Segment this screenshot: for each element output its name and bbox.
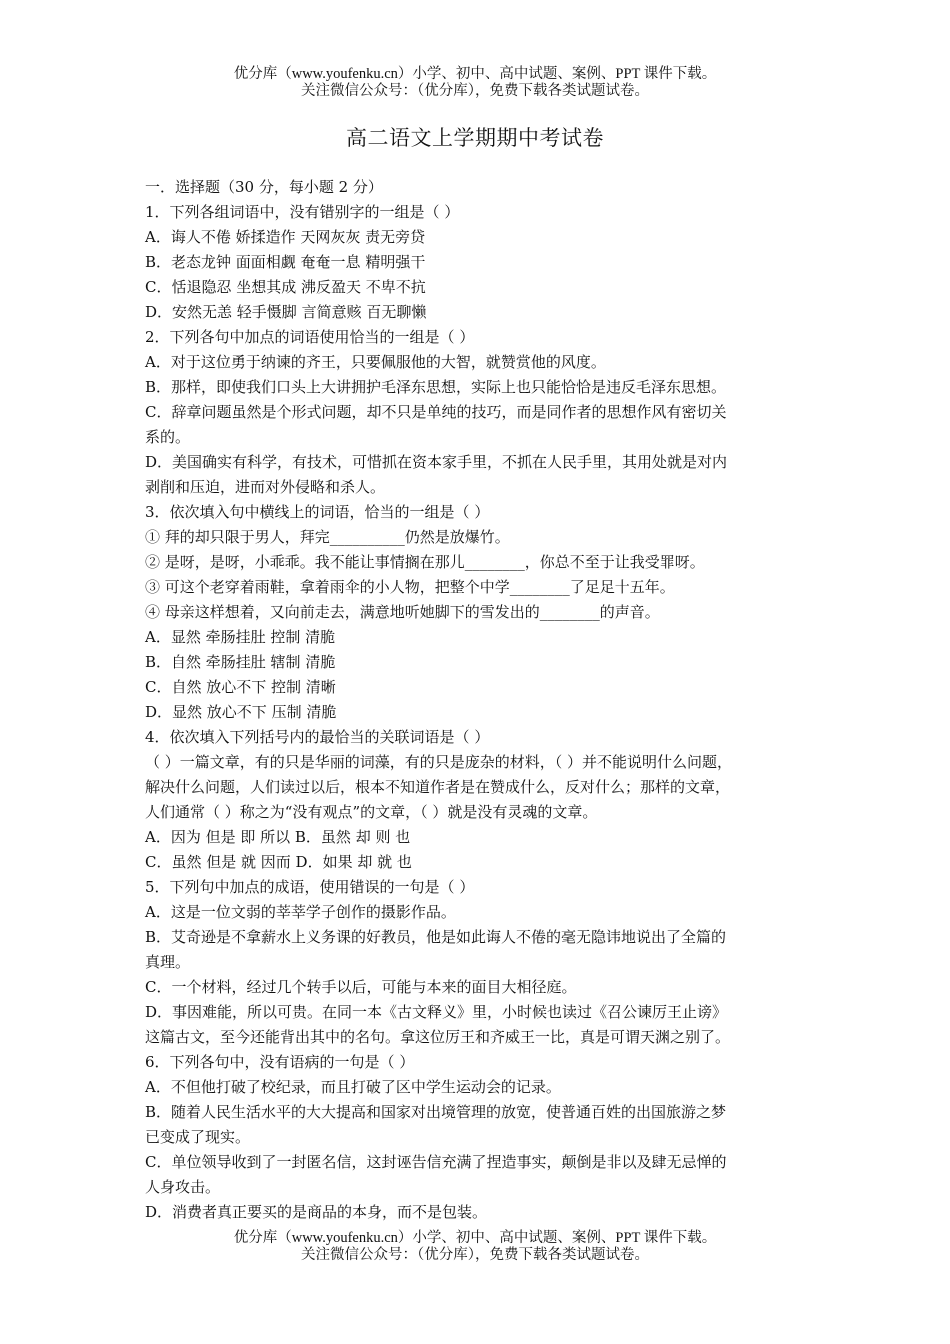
question-4-passage-1: （ ）一篇文章，有的只是华丽的词藻，有的只是庞杂的材料，（ ）并不能说明什么问题，: [145, 753, 733, 771]
footer-line-2: 关注微信公众号：（优分库），免费下载各类试题试卷。: [301, 1247, 649, 1263]
question-2-option-b: B．那样，即使我们口头上大讲拥护毛泽东思想，实际上也只能恰恰是违反毛泽东思想。: [145, 378, 727, 396]
question-2-option-a: A．对于这位勇于纳谏的齐王，只要佩服他的大智，就赞赏他的风度。: [145, 353, 606, 371]
question-5-option-b-cont: 真理。: [145, 953, 191, 971]
question-3-option-a: A．显然 牵肠挂肚 控制 清脆: [145, 628, 336, 646]
question-6-option-b: B．随着人民生活水平的大大提高和国家对出境管理的放宽，使普通百姓的出国旅游之梦: [145, 1103, 727, 1121]
question-2-option-c-cont: 系的。: [145, 428, 191, 446]
header-line-1: 优分库（www.youfenku.cn）小学、初中、高中试题、案例、PPT 课件下载。: [233, 66, 717, 82]
question-6-stem: 6．下列各句中，没有语病的一句是（ ）: [145, 1053, 415, 1071]
question-4-options-cd: C．虽然 但是 就 因而 D．如果 却 就 也: [145, 853, 412, 871]
question-5-option-c: C．一个材料，经过几个转手以后，可能与本来的面目大相径庭。: [145, 978, 577, 996]
question-4-options-ab: A．因为 但是 即 所以 B．虽然 却 则 也: [145, 828, 411, 846]
question-3-option-d: D．显然 放心不下 压制 清脆: [145, 703, 337, 721]
question-2-option-d-cont: 剥削和压迫，进而对外侵略和杀人。: [145, 478, 386, 496]
question-3-option-c: C．自然 放心不下 控制 清晰: [145, 678, 336, 696]
question-4-stem: 4．依次填入下列括号内的最恰当的关联词语是（ ）: [145, 728, 490, 746]
question-3-option-b: B．自然 牵肠挂肚 辖制 清脆: [145, 653, 336, 671]
question-6-option-a: A．不但他打破了校纪录，而且打破了区中学生运动会的记录。: [145, 1078, 561, 1096]
page-footer: [0, 1230, 950, 1264]
question-6-option-c-cont: 人身攻击。: [145, 1178, 221, 1196]
question-5-stem: 5．下列句中加点的成语，使用错误的一句是（ ）: [145, 878, 475, 896]
question-1-option-b: B．老态龙钟 面面相觑 奄奄一息 精明强干: [145, 253, 426, 271]
question-4-passage-3: 人们通常（ ）称之为“没有观点”的文章，（ ）就是没有灵魂的文章。: [145, 803, 598, 821]
header-line-2: 关注微信公众号：（优分库），免费下载各类试题试卷。: [301, 83, 649, 99]
question-3-stem: 3．依次填入句中横线上的词语，恰当的一组是（ ）: [145, 503, 490, 521]
question-1-option-c: C．恬退隐忍 坐想其成 沸反盈天 不卑不抗: [145, 278, 426, 296]
page-header: [0, 66, 950, 100]
question-1-stem: 1．下列各组词语中，没有错别字的一组是（ ）: [145, 203, 460, 221]
question-4-passage-2: 解决什么问题，人们读过以后，根本不知道作者是在赞成什么，反对什么；那样的文章，: [145, 778, 731, 796]
question-6-option-b-cont: 已变成了现实。: [145, 1128, 251, 1146]
question-3-sentence-1: ① 拜的却只限于男人，拜完__________仍然是放爆竹。: [145, 528, 510, 546]
question-1-option-d: D．安然无恙 轻手慑脚 言简意赅 百无聊懒: [145, 303, 427, 321]
exam-content: [145, 175, 815, 1225]
footer-line-1: 优分库（www.youfenku.cn）小学、初中、高中试题、案例、PPT 课件下载。: [233, 1230, 717, 1246]
question-2-stem: 2．下列各句中加点的词语使用恰当的一组是（ ）: [145, 328, 475, 346]
question-5-option-d-cont: 这篇古文，至今还能背出其中的名句。拿这位厉王和齐威王一比，真是可谓天渊之别了。: [145, 1028, 731, 1046]
question-2-option-d: D．美国确实有科学，有技术，可惜抓在资本家手里，不抓在人民手里，其用处就是对内: [145, 453, 728, 471]
question-5-option-a: A．这是一位文弱的莘莘学子创作的摄影作品。: [145, 903, 456, 921]
question-6-option-d: D．消费者真正要买的是商品的本身，而不是包装。: [145, 1203, 488, 1221]
document-title: 高二语文上学期期中考试卷: [346, 126, 604, 150]
question-1-option-a: A．诲人不倦 娇揉造作 天网灰灰 责无旁贷: [145, 228, 426, 246]
question-3-sentence-2: ② 是呀，是呀，小乖乖。我不能让事情搁在那儿________，你总不至于让我受罪呀。: [145, 553, 705, 571]
question-2-option-c: C．辞章问题虽然是个形式问题，却不只是单纯的技巧，而是同作者的思想作风有密切关: [145, 403, 727, 421]
question-3-sentence-4: ④ 母亲这样想着，又向前走去，满意地听她脚下的雪发出的________的声音。: [145, 603, 660, 621]
question-5-option-d: D．事因难能，所以可贵。在同一本《古文释义》里，小时候也读过《召公谏厉王止谤》: [145, 1003, 728, 1021]
question-6-option-c: C．单位领导收到了一封匿名信，这封诬告信充满了捏造事实，颠倒是非以及肆无忌惮的: [145, 1153, 727, 1171]
question-3-sentence-3: ③ 可这个老穿着雨鞋，拿着雨伞的小人物，把整个中学________了足足十五年。: [145, 578, 675, 596]
section-heading: 一．选择题（30 分，每小题 2 分）: [145, 178, 383, 196]
question-5-option-b: B．艾奇逊是不拿薪水上义务课的好教员，他是如此诲人不倦的毫无隐讳地说出了全篇的: [145, 928, 727, 946]
